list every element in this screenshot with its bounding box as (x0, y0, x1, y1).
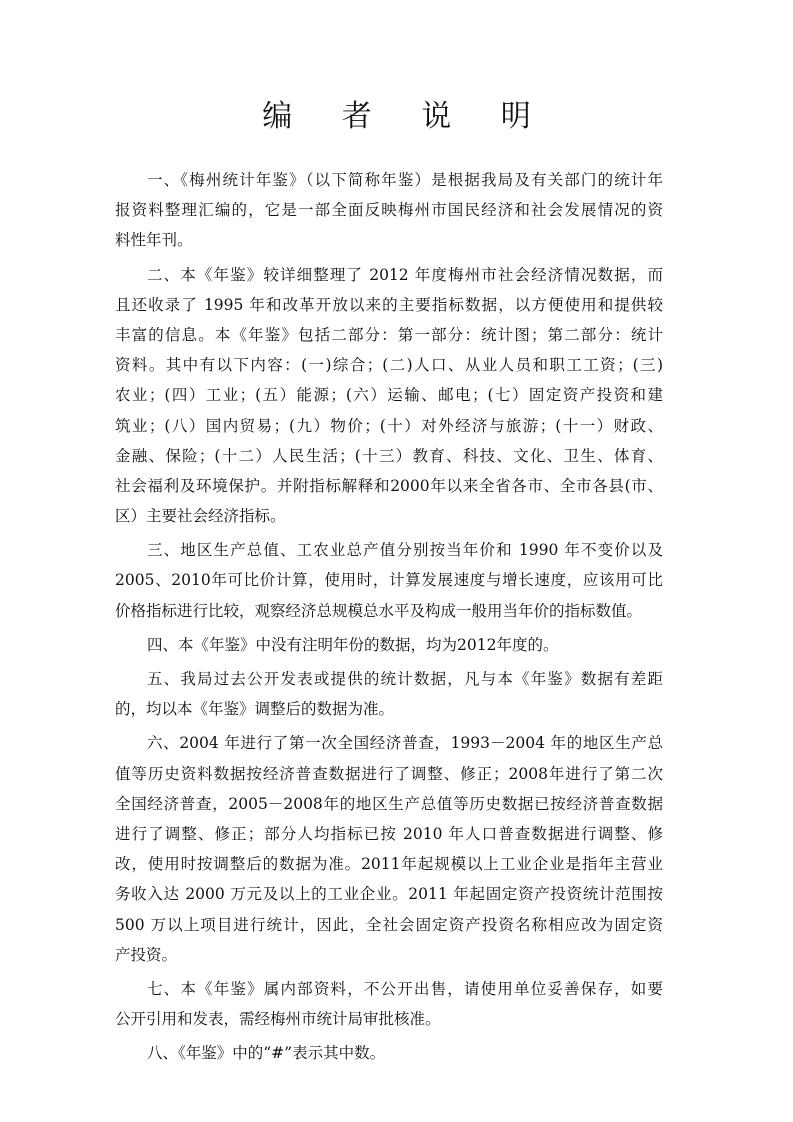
paragraph-line: 二、本《年鉴》较详细整理了 2012 年度梅州市社会经济情况数据，而 (147, 265, 663, 284)
paragraph-8 (115, 1038, 663, 1068)
paragraph-4 (115, 630, 663, 660)
paragraph-1 (115, 165, 663, 256)
paragraph-7 (115, 974, 663, 1034)
paragraph-line: 区）主要社会经济指标。 (115, 507, 286, 526)
paragraph-line: 六、2004 年进行了第一次全国经济普查，1993－2004 年的地区生产总 (147, 734, 663, 753)
paragraph-line: 三、地区生产总值、工农业总产值分别按当年价和 1990 年不变价以及 (147, 541, 663, 560)
paragraph-line: 一、《梅州统计年鉴》（以下简称年鉴）是根据我局及有关部门的统计年 (147, 171, 663, 189)
paragraph-line: 且还收录了 1995 年和改革开放以来的主要指标数据，以方便使用和提供较 (115, 295, 663, 314)
document-body (115, 165, 663, 1072)
paragraph-line: 丰富的信息。本《年鉴》包括二部分：第一部分：统计图；第二部分：统计 (115, 325, 663, 344)
paragraph-line: 料性年刊。 (115, 231, 193, 250)
paragraph-line: 进行了调整、修正；部分人均指标已按 2010 年人口普查数据进行调整、修 (115, 824, 663, 843)
paragraph-line: 四、本《年鉴》中没有注明年份的数据，均为2012年度的。 (147, 635, 559, 654)
paragraph-5 (115, 664, 663, 724)
paragraph-3 (115, 535, 663, 626)
paragraph-line: 筑业；(八）国内贸易；(九）物价；(十）对外经济与旅游；(十一）财政、 (115, 416, 663, 435)
paragraph-line: 八、《年鉴》中的“#”表示其中数。 (147, 1044, 386, 1063)
paragraph-line: 务收入达 2000 万元及以上的工业企业。2011 年起固定资产投资统计范围按 (115, 885, 663, 904)
paragraph-line: 农业；(四）工业；(五）能源；(六）运输、邮电；(七）固定资产投资和建 (115, 386, 663, 405)
paragraph-line: 的，均以本《年鉴》调整后的数据为准。 (115, 700, 395, 719)
paragraph-line: 报资料整理汇编的，它是一部全面反映梅州市国民经济和社会发展情况的资 (115, 201, 663, 220)
paragraph-line: 价格指标进行比较，观察经济总规模总水平及构成一般用当年价的指标数值。 (115, 601, 643, 620)
paragraph-line: 值等历史资料数据按经济普查数据进行了调整、修正；2008年进行了第二次 (115, 764, 663, 783)
paragraph-line: 500 万以上项目进行统计，因此，全社会固定资产投资名称相应改为固定资 (115, 915, 663, 934)
paragraph-line: 公开引用和发表，需经梅州市统计局审批核准。 (115, 1010, 441, 1029)
paragraph-line: 2005、2010年可比价计算，使用时，计算发展速度与增长速度，应该用可比 (115, 571, 663, 590)
paragraph-line: 全国经济普查，2005－2008年的地区生产总值等历史数据已按经济普查数据 (115, 794, 663, 813)
paragraph-line: 资料。其中有以下内容：(一)综合；(二)人口、从业人员和职工工资；(三) (115, 356, 663, 375)
paragraph-line: 金融、保险；(十二）人民生活；(十三）教育、科技、文化、卫生、体育、 (115, 446, 663, 465)
paragraph-line: 产投资。 (115, 945, 178, 964)
page-title: 编 者 说 明 (262, 99, 551, 134)
paragraph-line: 改，使用时按调整后的数据为准。2011年起规模以上工业企业是指年主营业 (115, 855, 663, 874)
paragraph-6 (115, 728, 663, 970)
paragraph-line: 七、本《年鉴》属内部资料，不公开出售，请使用单位妥善保存，如要 (147, 979, 663, 998)
paragraph-line: 五、我局过去公开发表或提供的统计数据，凡与本《年鉴》数据有差距 (147, 670, 663, 688)
paragraph-2 (115, 260, 663, 532)
paragraph-line: 社会福利及环境保护。并附指标解释和2000年以来全省各市、全市各县(市、 (115, 476, 663, 495)
